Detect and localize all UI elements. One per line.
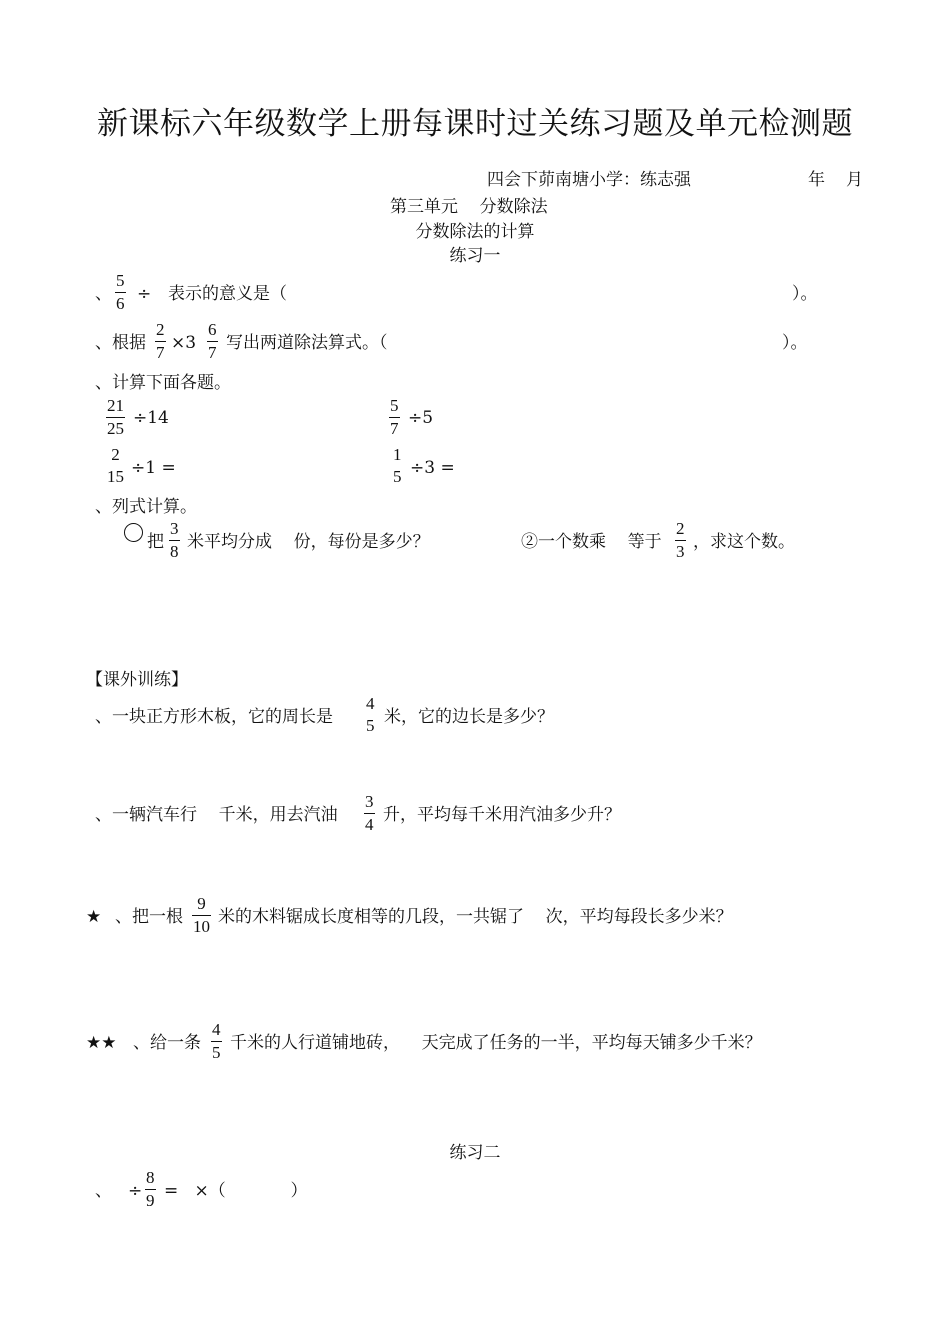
q2-fraction-2 (207, 321, 218, 362)
q1-close: ）。 (792, 284, 818, 304)
numerator: 6 (208, 320, 217, 339)
denominator: 5 (393, 467, 402, 486)
q2-prefix: 、根据 (95, 333, 146, 353)
e1-text: 、一块正方形木板，它的周长是 (95, 707, 333, 727)
denominator: 7 (390, 419, 399, 438)
e3-text-after: 米的木料锯成长度相等的几段，一共锯了 次，平均每段长多少米？ (218, 907, 733, 927)
e4-text-after: 千米的人行道铺地砖， 天完成了任务的一半，平均每天铺多少千米？ (230, 1033, 762, 1053)
page-title: 新课标六年级数学上册每课时过关练习题及单元检测题 (97, 106, 853, 142)
numerator: 4 (212, 1020, 221, 1039)
q4-heading: 、列式计算。 (95, 497, 197, 517)
year-label: 年 (808, 170, 825, 190)
p1-text-after: = ×（ ） (164, 1181, 308, 1201)
star-icon: ★ (86, 907, 102, 927)
numerator: 2 (676, 519, 685, 538)
e1-fraction (365, 695, 376, 735)
e2-fraction (364, 793, 375, 834)
q2-text: 写出两道除法算式。（ (226, 333, 388, 353)
numerator: 9 (197, 894, 206, 913)
circle-marker-icon (124, 523, 143, 542)
denominator: 3 (676, 542, 685, 561)
p1-operator: ÷ (128, 1181, 143, 1201)
numerator: 4 (366, 694, 375, 713)
q3-fraction (106, 397, 125, 438)
q3-fraction (106, 446, 125, 486)
q2-fraction-1 (155, 321, 166, 362)
q4a-fraction (169, 520, 180, 561)
extra-heading: 【课外训练】 (86, 670, 188, 690)
q3-expression: ÷14 (133, 408, 169, 428)
q4b-fraction (675, 520, 686, 561)
denominator: 6 (116, 294, 125, 313)
q3-expression: ÷3 = (410, 458, 455, 478)
denominator: 10 (193, 917, 210, 936)
denominator: 25 (107, 419, 124, 438)
q4b-prefix: ②一个数乘 等于 (521, 532, 662, 552)
q4b-text: ，求这个数。 (693, 532, 795, 552)
q3-fraction (392, 446, 403, 486)
numerator: 2 (111, 445, 120, 464)
numerator: 5 (390, 396, 399, 415)
p1-prefix: 、 (95, 1181, 112, 1201)
denominator: 7 (208, 343, 217, 362)
q3-expression: ÷5 (408, 408, 434, 428)
q2-close: ）。 (782, 333, 808, 353)
practice-one-heading: 练习一 (449, 246, 501, 266)
denominator: 8 (170, 542, 179, 561)
q3-expression: ÷1 = (131, 458, 176, 478)
q1-fraction (115, 272, 126, 313)
denominator: 5 (212, 1043, 221, 1062)
numerator: 8 (146, 1168, 155, 1187)
numerator: 5 (116, 271, 125, 290)
e4-fraction (211, 1021, 222, 1062)
denominator: 4 (365, 815, 374, 834)
numerator: 3 (170, 519, 179, 538)
month-label: 月 (846, 170, 863, 190)
denominator: 5 (366, 716, 375, 735)
double-star-icon: ★★ (86, 1033, 117, 1053)
e4-text: 、给一条 (133, 1033, 201, 1053)
numerator: 21 (107, 396, 124, 415)
e1-text-after: 米，它的边长是多少？ (384, 707, 554, 727)
p1-fraction (145, 1169, 156, 1210)
e2-text-after: 升，平均每千米用汽油多少升？ (383, 805, 621, 825)
q3-heading: 、计算下面各题。 (95, 373, 231, 393)
numerator: 2 (156, 320, 165, 339)
numerator: 1 (393, 445, 402, 464)
author-line: 四会下茆南塘小学：练志强 (487, 170, 691, 190)
q4a-text: 米平均分成 份，每份是多少？ (187, 532, 430, 552)
denominator: 9 (146, 1191, 155, 1210)
denominator: 15 (107, 467, 124, 486)
practice-two-heading: 练习二 (449, 1143, 501, 1163)
q1-text: 表示的意义是（ (168, 284, 287, 304)
unit-heading: 第三单元 分数除法 (390, 197, 548, 217)
e2-text: 、一辆汽车行 千米，用去汽油 (95, 805, 338, 825)
q2-operator: ×3 (171, 333, 197, 353)
q4a-prefix: 把 (147, 532, 164, 552)
q1-operator: ÷ (137, 284, 152, 304)
e3-fraction (192, 895, 211, 936)
denominator: 7 (156, 343, 165, 362)
lesson-heading: 分数除法的计算 (415, 222, 535, 242)
e3-text: 、把一根 (115, 907, 183, 927)
numerator: 3 (365, 792, 374, 811)
q3-fraction (389, 397, 400, 438)
q1-prefix: 、 (95, 284, 112, 304)
